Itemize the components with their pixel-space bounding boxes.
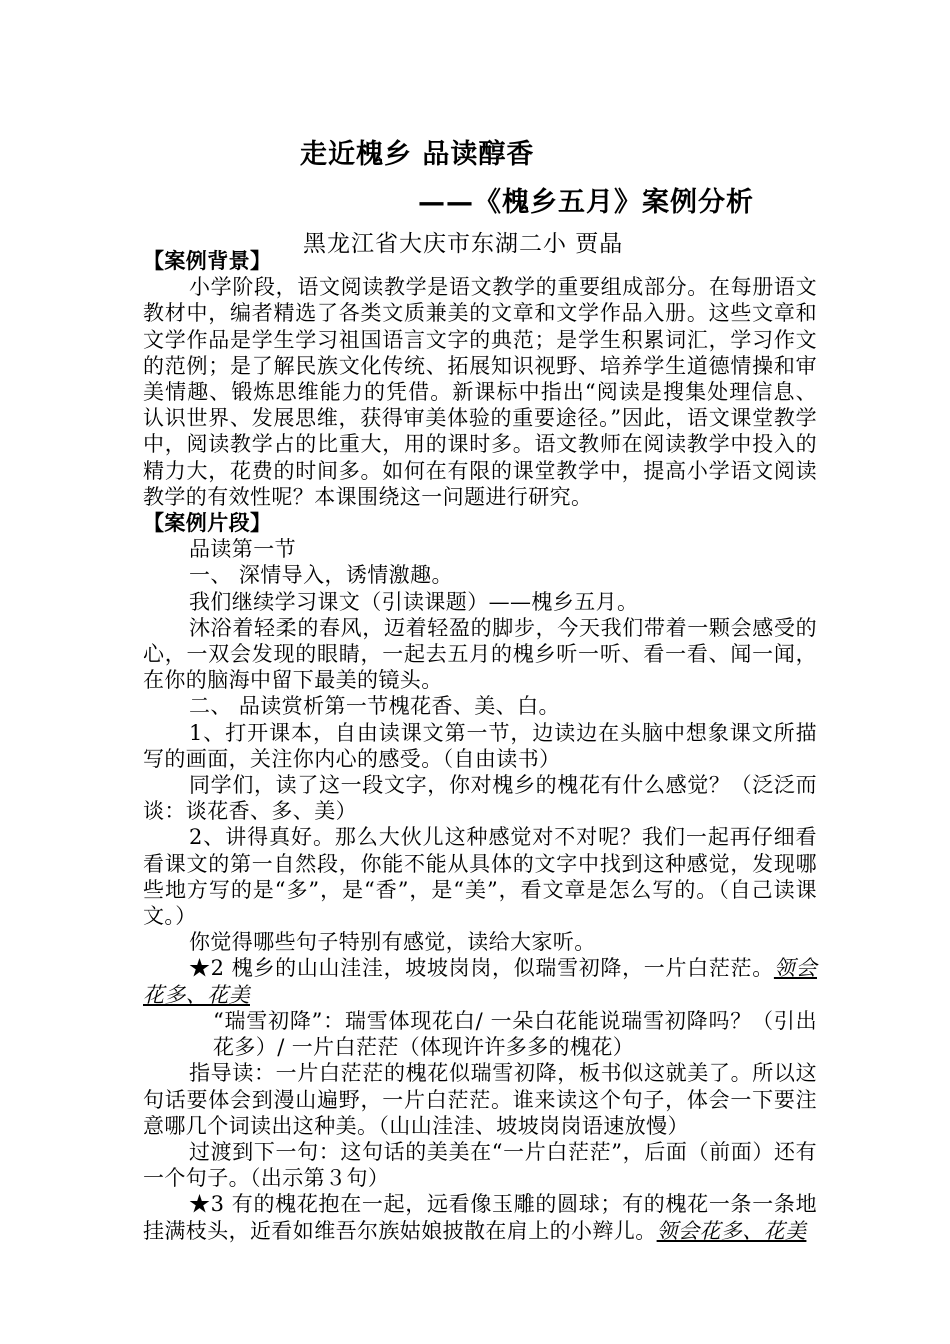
document-subtitle: ——《槐乡五月》案例分析: [418, 187, 754, 218]
paragraph: 品读第一节: [189, 537, 296, 562]
paragraph: 2、讲得真好。那么大伙儿这种感觉对不对呢？我们一起再仔细看看课文的第一自然段，你能不能从具体的文字中找到这种感觉，发现哪些地方写的是“多”，是“香”，是“美”，看文章是怎么写的。（自己读课文。）: [143, 825, 817, 929]
document-body: [143, 248, 817, 1244]
section-heading-background: 【案例背景】: [143, 249, 272, 273]
paragraph: 一、 深情导入，诱情激趣。: [189, 563, 453, 588]
quoted-sentence: [143, 955, 817, 1007]
annotation-note: 领会花多、花美: [656, 1218, 807, 1243]
paragraph: 你觉得哪些句子特别有感觉，读给大家听。: [189, 930, 596, 955]
section-heading-excerpt: 【案例片段】: [143, 511, 272, 536]
paragraph: 指导读：一片白茫茫的槐花似瑞雪初降，板书似这就美了。所以这句话要体会到漫山遍野，一片白茫茫。谁来读这个句子，体会一下要注意哪几个词读出这种美。（山山洼洼、坡坡岗岗语速放慢）: [143, 1061, 817, 1138]
paragraph: 我们继续学习课文（引读课题）——槐乡五月。: [189, 589, 639, 614]
paragraph: 1、打开课本，自由读课文第一节，边读边在头脑中想象课文所描写的画面，关注你内心的感受。（自由读书）: [143, 720, 817, 771]
paragraph: 沐浴着轻柔的春风，迈着轻盈的脚步，今天我们带着一颗会感受的心，一双会发现的眼睛，一起去五月的槐乡听一听、看一看、闻一闻，在你的脑海中留下最美的镜头。: [143, 615, 817, 693]
quoted-sentence-text: ★2 槐乡的山山洼洼，坡坡岗岗，似瑞雪初降，一片白茫茫。: [189, 956, 774, 981]
paragraph-text: “瑞雪初降”：瑞雪体现花白/ 一朵白花能说瑞雪初降吗？（引出花多）/ 一片白茫茫（体现许许多多的槐花）: [213, 1008, 817, 1060]
paragraph: 同学们，读了这一段文字，你对槐乡的槐花有什么感觉？（泛泛而谈：谈花香、多、美）: [143, 773, 817, 824]
annotation-note: 领会花多、花美: [143, 956, 817, 1007]
document-title: 走近槐乡 品读醇香: [300, 139, 535, 170]
quoted-sentence: [143, 1191, 817, 1243]
author-line: 黑龙江省大庆市东湖二小 贾晶: [303, 231, 624, 257]
paragraph: 二、 品读赏析第一节槐花香、美、白。: [189, 694, 560, 719]
paragraph: 过渡到下一句：这句话的美美在“一片白茫茫”，后面（前面）还有一个句子。（出示第３句）: [143, 1139, 817, 1191]
quoted-sentence-text: ★3 有的槐花抱在一起，远看像玉雕的圆球；有的槐花一条一条地挂满枝头，近看如维吾尔族姑娘披散在肩上的小辫儿。: [143, 1192, 817, 1243]
background-paragraph: 小学阶段，语文阅读教学是语文教学的重要组成部分。在每册语文教材中，编者精选了各类文质兼美的文章和文学作品入册。这些文章和文学作品是学生学习祖国语言文字的典范；是学生积累词汇，学习作文的范例；是了解民族文化传统、拓展知识视野、培养学生道德情操和审美情趣、锻炼思维能力的凭借。新课标中指出“阅读是搜集处理信息、认识世界、发展思维，获得审美体验的重要途径。”因此，语文课堂教学中，阅读教学占的比重大，用的课时多。语文教师在阅读教学中投入的精力大，花费的时间多。如何在有限的课堂教学中，提高小学语文阅读教学的有效性呢？本课围绕这一问题进行研究。: [143, 275, 817, 509]
paragraph: [143, 1008, 817, 1060]
